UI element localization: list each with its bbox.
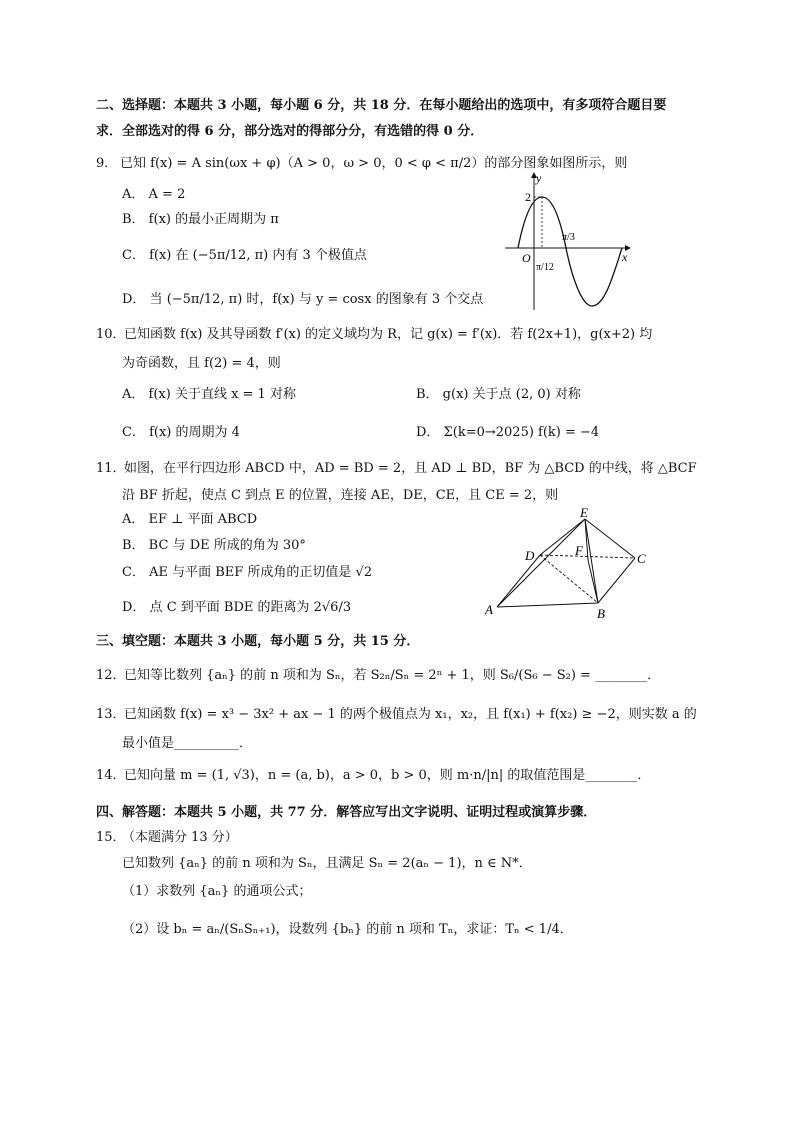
q9-sine-graph [500, 168, 640, 313]
q10-option-c: C． f(x) 的周期为 4 [122, 425, 240, 440]
q10-option-b: B． g(x) 关于点 (2, 0) 对称 [416, 387, 581, 402]
q11-stem-line1: 如图，在平行四边形 ABCD 中，AD = BD = 2，且 AD ⊥ BD，BF 为 △BCD 的中线，将 △BCF [124, 461, 697, 476]
y-label: y [536, 171, 542, 185]
q11-option-b: B． BC 与 DE 所成的角为 30° [122, 538, 306, 553]
q11-option-d: D． 点 C 到平面 BDE 的距离为 2√6/3 [122, 600, 352, 615]
tick-pi-over-3: π/3 [562, 232, 575, 243]
q9-option-b: B． f(x) 的最小正周期为 π [122, 212, 279, 227]
q12-text: 已知等比数列 {aₙ} 的前 n 项和为 Sₙ，若 S₂ₙ/Sₙ = 2ⁿ + 1，则 S₆/(S₆ − S₂) = ________． [124, 668, 661, 683]
q10-stem-line2: 为奇函数，且 f(2) = 4，则 [122, 356, 281, 371]
section-2-header-line2: 求．全部选对的得 6 分，部分选对的得部分分，有选错的得 0 分． [96, 124, 484, 139]
q13-line2: 最小值是__________． [122, 736, 253, 751]
section-3-header: 三、填空题：本题共 3 小题，每小题 5 分，共 15 分． [96, 634, 420, 649]
q15-number: 15． [96, 830, 126, 845]
q15-part2: （2）设 bₙ = aₙ/(SₙSₙ₊₁)，设数列 {bₙ} 的前 n 项和 Tₙ，求证：Tₙ < 1/4． [122, 922, 573, 937]
point-e-label: E [580, 505, 588, 520]
q15-score: （本题满分 13 分） [122, 830, 238, 845]
q10-option-d: D． Σ(k=0→2025) f(k) = −4 [416, 425, 600, 440]
q9-option-a: A． A = 2 [122, 187, 186, 202]
q13-number: 13． [96, 707, 126, 722]
q11-option-c: C． AE 与平面 BEF 所成角的正切值是 √2 [122, 565, 373, 580]
point-c-label: C [637, 551, 646, 566]
tick-pi-over-12: π/12 [536, 262, 554, 273]
q12-number: 12． [96, 668, 126, 683]
q10-number: 10． [96, 327, 126, 342]
origin-label: O [522, 251, 531, 265]
q13-line1: 已知函数 f(x) = x³ − 3x² + ax − 1 的两个极值点为 x₁，x₂，且 f(x₁) + f(x₂) ≥ −2，则实数 a 的 [124, 707, 697, 722]
q10-stem-line1: 已知函数 f(x) 及其导函数 f′(x) 的定义域均为 R，记 g(x) = f′(x)．若 f(2x+1)，g(x+2) 均 [124, 327, 653, 342]
point-a-label: A [485, 602, 493, 617]
q11-stem-line2: 沿 BF 折起，使点 C 到点 E 的位置，连接 AE，DE，CE，且 CE = 2，则 [122, 488, 559, 503]
q10-option-a: A． f(x) 关于直线 x = 1 对称 [122, 387, 296, 402]
q11-folded-parallelogram-figure [484, 505, 664, 623]
q14-text: 已知向量 m = (1, √3)，n = (a, b)，a > 0，b > 0，则 m·n/|n| 的取值范围是________． [124, 768, 651, 783]
q15-stem: 已知数列 {aₙ} 的前 n 项和为 Sₙ，且满足 Sₙ = 2(aₙ − 1)，n ∈ N*． [122, 856, 532, 871]
point-b-label: B [597, 606, 605, 621]
q11-number: 11． [96, 461, 126, 476]
q11-option-a: A． EF ⊥ 平面 ABCD [122, 512, 258, 527]
q14-number: 14． [96, 768, 126, 783]
section-2-header-line1: 二、选择题：本题共 3 小题，每小题 6 分，共 18 分．在每小题给出的选项中，有多项符合题目要 [96, 98, 667, 113]
point-f-label: F [575, 543, 583, 558]
section-4-header: 四、解答题：本题共 5 小题，共 77 分．解答应写出文字说明、证明过程或演算步骤． [96, 805, 597, 820]
q9-option-c: C． f(x) 在 (−5π/12, π) 内有 3 个极值点 [122, 248, 367, 263]
point-d-label: D [525, 548, 535, 563]
peak-label: 2 [525, 190, 531, 204]
q9-number: 9． [96, 156, 118, 171]
q9-option-d: D． 当 (−5π/12, π) 时，f(x) 与 y = cosx 的图象有 3 个交点 [122, 292, 484, 307]
q15-part1: （1）求数列 {aₙ} 的通项公式； [122, 884, 312, 899]
x-label: x [622, 250, 628, 264]
q9-stem: 已知 f(x) = A sin(ωx + φ)（A > 0，ω > 0，0 < φ < π/2）的部分图象如图所示，则 [120, 156, 628, 171]
